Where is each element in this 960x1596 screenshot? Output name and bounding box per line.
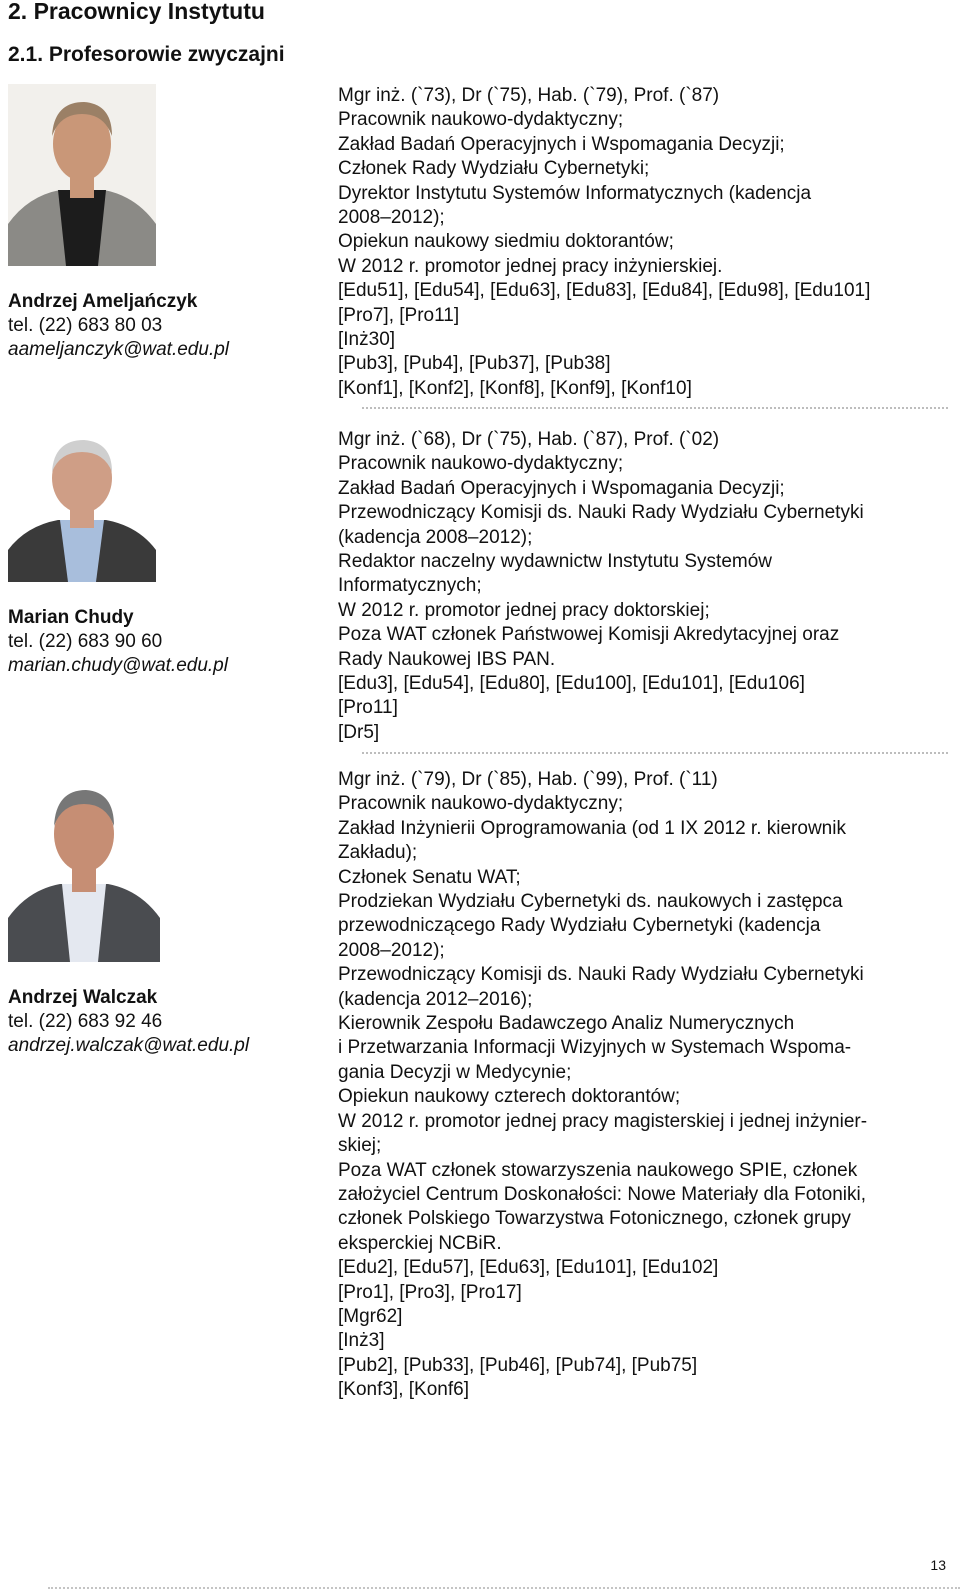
description-line: (kadencja 2008‒2012);	[338, 526, 533, 548]
description-line: Poza WAT członek stowarzyszenia naukowego SPIE, członek	[338, 1159, 858, 1181]
description-line: i Przetwarzania Informacji Wizyjnych w Systemach Wspoma-	[338, 1037, 852, 1059]
description-line: Zakład Badań Operacyjnych i Wspomagania Decyzji;	[338, 477, 785, 499]
description-line: [Edu51], [Edu54], [Edu63], [Edu83], [Edu84], [Edu98], [Edu101]	[338, 280, 871, 302]
description-line: Zakład Badań Operacyjnych i Wspomagania Decyzji;	[338, 133, 785, 155]
separator	[362, 752, 948, 754]
person-contact	[8, 986, 249, 1058]
person-description	[338, 768, 950, 1403]
separator	[362, 407, 948, 409]
description-line: [Pro11]	[338, 697, 398, 719]
person-phone: tel. (22) 683 80 03	[8, 315, 163, 336]
description-line: Prodziekan Wydziału Cybernetyki ds. naukowych i zastępca	[338, 891, 843, 913]
description-line: założyciel Centrum Doskonałości: Nowe Materiały dla Fotoniki,	[338, 1183, 866, 1205]
description-line: 2008‒2012);	[338, 207, 445, 229]
description-line: Członek Rady Wydziału Cybernetyki;	[338, 158, 650, 180]
description-line: Informatycznych;	[338, 575, 482, 597]
description-line: [Inż30]	[338, 329, 396, 351]
description-line: [Pub2], [Pub33], [Pub46], [Pub74], [Pub75]	[338, 1354, 698, 1376]
description-line: Opiekun naukowy czterech doktorantów;	[338, 1086, 681, 1108]
section-title: 2. Pracownicy Instytutu	[8, 0, 265, 24]
person-email[interactable]: marian.chudy@wat.edu.pl	[8, 655, 228, 676]
description-line: Mgr inż. (`73), Dr (`75), Hab. (`79), Prof. (`87)	[338, 85, 720, 106]
shirt	[58, 190, 106, 266]
description-line: Rady Naukowej IBS PAN.	[338, 648, 556, 670]
person-phone: tel. (22) 683 90 60	[8, 631, 163, 652]
description-line: Mgr inż. (`68), Dr (`75), Hab. (`87), Prof. (`02)	[338, 429, 720, 450]
person-name: Andrzej Ameljańczyk	[8, 291, 198, 312]
person-contact	[8, 290, 229, 362]
description-line: Poza WAT członek Państwowej Komisji Akredytacyjnej oraz	[338, 624, 840, 646]
portrait-photo-svg	[8, 428, 156, 582]
description-line: W 2012 r. promotor jednej pracy magisterskiej i jednej inżynier-	[338, 1110, 868, 1132]
person-email[interactable]: andrzej.walczak@wat.edu.pl	[8, 1035, 250, 1056]
person-name: Andrzej Walczak	[8, 987, 158, 1008]
description-line: przewodniczącego Rady Wydziału Cybernetyki (kadencja	[338, 915, 821, 937]
description-line: członek Polskiego Towarzystwa Fotonicznego, członek grupy	[338, 1208, 851, 1230]
person-contact	[8, 606, 228, 678]
description-line: [Inż3]	[338, 1330, 385, 1352]
description-line: Zakładu);	[338, 842, 418, 864]
description-line: Opiekun naukowy siedmiu doktorantów;	[338, 231, 674, 253]
person-description	[338, 428, 950, 745]
description-line: [Edu3], [Edu54], [Edu80], [Edu100], [Edu101], [Edu106]	[338, 673, 805, 695]
person-phone: tel. (22) 683 92 46	[8, 1011, 163, 1032]
description-line: Kierownik Zespołu Badawczego Analiz Numerycznych	[338, 1013, 795, 1035]
description-line: Przewodniczący Komisji ds. Nauki Rady Wydziału Cybernetyki	[338, 502, 864, 524]
description-line: Przewodniczący Komisji ds. Nauki Rady Wydziału Cybernetyki	[338, 964, 864, 986]
description-line: Zakład Inżynierii Oprogramowania (od 1 IX 2012 r. kierownik	[338, 817, 846, 839]
description-line: (kadencja 2012‒2016);	[338, 988, 533, 1010]
description-line: [Pro7], [Pro11]	[338, 304, 460, 326]
description-line: [Pub3], [Pub4], [Pub37], [Pub38]	[338, 353, 611, 375]
description-line: Redaktor naczelny wydawnictw Instytutu Systemów	[338, 551, 773, 573]
description-line: skiej;	[338, 1135, 382, 1157]
description-line: Dyrektor Instytutu Systemów Informatycznych (kadencja	[338, 182, 812, 204]
portrait-photo	[8, 768, 160, 962]
person-email[interactable]: aameljanczyk@wat.edu.pl	[8, 339, 230, 360]
footer-separator	[48, 1587, 960, 1589]
description-line: Pracownik naukowo-dydaktyczny;	[338, 793, 624, 815]
description-line: Pracownik naukowo-dydaktyczny;	[338, 453, 624, 475]
description-line: Członek Senatu WAT;	[338, 866, 521, 888]
description-line: [Konf3], [Konf6]	[338, 1379, 469, 1401]
portrait-photo	[8, 428, 156, 582]
page-number: 13	[930, 1557, 946, 1573]
description-line: Pracownik naukowo-dydaktyczny;	[338, 109, 624, 131]
portrait-photo	[8, 84, 156, 266]
subsection-title: 2.1. Profesorowie zwyczajni	[8, 43, 285, 66]
description-line: eksperckiej NCBiR.	[338, 1232, 502, 1254]
description-line: W 2012 r. promotor jednej pracy doktorskiej;	[338, 599, 710, 621]
portrait-photo-svg	[8, 768, 160, 962]
description-line: Mgr inż. (`79), Dr (`85), Hab. (`99), Prof. (`11)	[338, 769, 718, 790]
person-name: Marian Chudy	[8, 607, 134, 628]
person-description	[338, 84, 950, 401]
description-line: [Konf1], [Konf2], [Konf8], [Konf9], [Konf10]	[338, 377, 692, 399]
description-line: W 2012 r. promotor jednej pracy inżynierskiej.	[338, 255, 723, 277]
description-line: [Mgr62]	[338, 1305, 403, 1327]
description-line: [Pro1], [Pro3], [Pro17]	[338, 1281, 522, 1303]
description-line: [Edu2], [Edu57], [Edu63], [Edu101], [Edu102]	[338, 1257, 719, 1279]
description-line: gania Decyzji w Medycynie;	[338, 1061, 572, 1083]
description-line: [Dr5]	[338, 721, 380, 743]
portrait-photo-svg	[8, 84, 156, 266]
description-line: 2008‒2012);	[338, 939, 445, 961]
